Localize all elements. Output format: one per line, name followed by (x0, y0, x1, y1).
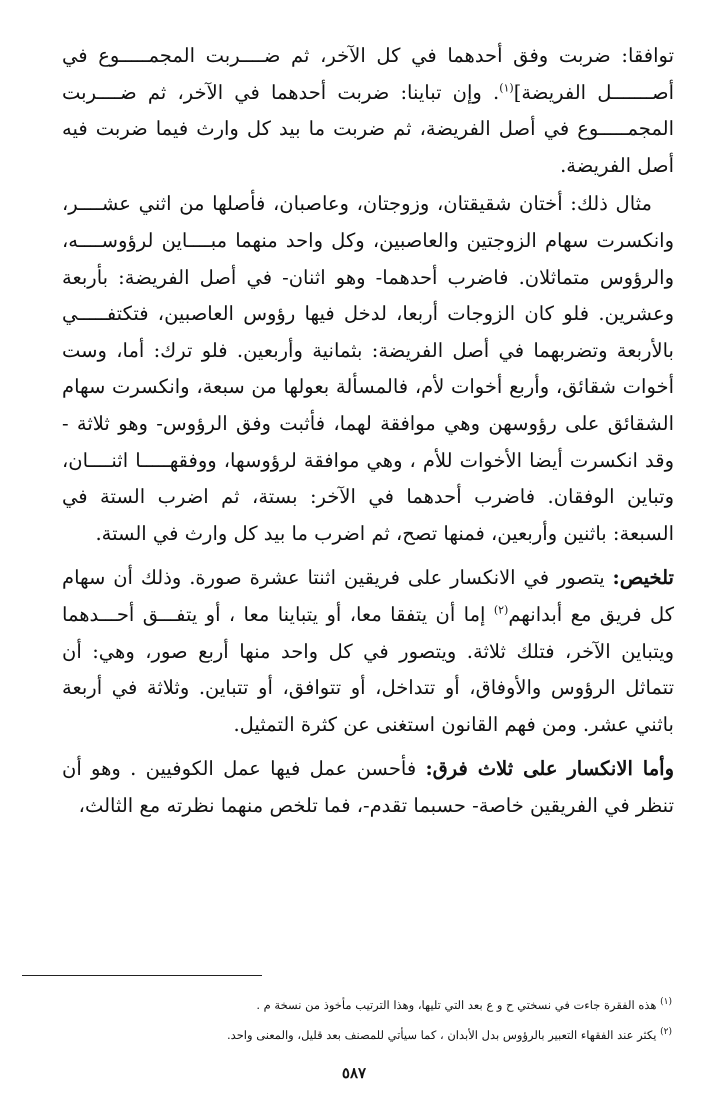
page-number: ٥٨٧ (341, 1064, 367, 1082)
text-run: يتصور في الانكسار على فريقين اثنتا عشرة صورة. وذلك أن سهام كل فريق مع أبدانهم (62, 566, 674, 626)
footnote-text: هذه الفقرة جاءت في نسختي ح و ع بعد التي تليها، وهذا الترتيب مأخوذ من نسخة م . (256, 998, 657, 1012)
text-run: فأحسن عمل فيها عمل الكوفيين . وهو أن تنظر في الفريقين خاصة- حسبما تقدم-، فما تلخص منهما نظرته مع الثالث، (62, 757, 674, 817)
main-text (62, 38, 674, 824)
paragraph-3 (62, 560, 674, 743)
footnote-divider (22, 975, 262, 976)
footnote-1 (40, 990, 672, 1020)
heading-summary: تلخيص: (612, 566, 674, 590)
text-run: مثال ذلك: أختان شقيقتان، وزوجتان، وعاصبان، فأصلها من اثني عشــــر، وانكسرت سهام الزوجتين والعاصبين، وكل واحد منهما مبــــاين لرؤوســــه، والرؤوس متماثلان. فاضرب أحدهما- وهو اثنان- في أصل الفريضة: بأربعة وعشرين. فلو كان الزوجات أربعا، لدخل فيها رؤوس العاصبين، فتكتفـــــي بالأربعة وتضربهما في أصل الفريضة: بثمانية وأربعين. فلو ترك: أما، وست أخوات شقائق، وأربع أخوات لأم، فالمسألة بعولها من سبعة، وانكسرت سهام الشقائق على رؤوسهن وهي موافقة لهما، فأثبت وفق الرؤوس- وهو ثلاثة - وقد انكسرت أيضا الأخوات للأم ، وهي موافقة لرؤوسها، ووفقهـــــا اثنــــان، وتباين الوفقان. فاضرب أحدهما في الآخر: بستة، ثم اضرب الستة في السبعة: باثنين وأربعين، فمنها تصح، ثم اضرب ما بيد كل وارث في الستة. (62, 192, 674, 545)
footnote-2 (40, 1020, 672, 1050)
footnote-marker: (٢) (660, 1027, 672, 1038)
footnote-ref-2: (٢) (493, 603, 509, 617)
heading-three-groups: وأما الانكسار على ثلاث فرق: (425, 757, 674, 781)
footnote-text: يكثر عند الفقهاء التعبير بالرؤوس بدل الأبدان ، كما سيأتي للمصنف بعد قليل، والمعنى واحد. (227, 1028, 657, 1042)
footnotes (40, 990, 672, 1050)
paragraph-1 (62, 38, 674, 184)
text-run: إما أن يتفقا معا، أو يتباينا معا ، أو يتفـــق أحـــدهما ويتباين الآخر، فتلك ثلاثة. ويتصور في كل واحد منها أربع صور، وهي: أن تتماثل الرؤوس والأوفاق، أو تتداخل، أو تتوافق، أو تتباين. وثلاثة في أربعة باثني عشر. ومن فهم القانون استغنى عن كثرة التمثيل. (62, 602, 674, 736)
text-run: . وإن تباينا: ضربت أحدهما في الآخر، ثم ضــــربت المجمـــــوع في أصل الفريضة، ثم ضربت ما بيد كل وارث فيما ضربت فيه أصل الفريضة. (62, 80, 674, 177)
text-run: توافقا: ضربت وفق أحدهما في كل الآخر، ثم ضــــربت المجمـــــوع في أصـــــــل الفريضة] (62, 44, 674, 104)
paragraph-4 (62, 751, 674, 824)
footnote-ref-1: (١) (499, 81, 514, 95)
footnote-marker: (١) (660, 997, 672, 1008)
paragraph-2 (62, 186, 674, 552)
